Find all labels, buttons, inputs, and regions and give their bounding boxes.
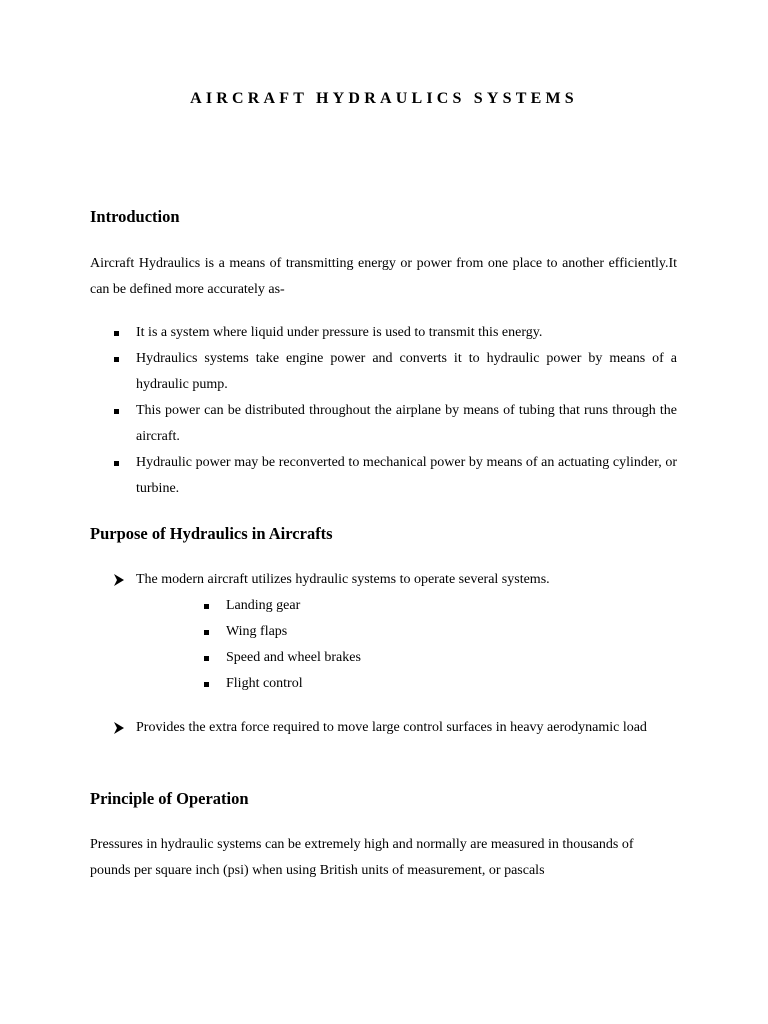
- square-bullet-icon: [114, 331, 119, 336]
- purpose-point: [90, 715, 677, 741]
- square-bullet-icon: [204, 656, 209, 661]
- list-item-text: Hydraulics systems take engine power and converts it to hydraulic power by means of a hydraulic pump.: [136, 351, 677, 392]
- square-bullet-icon: [204, 682, 209, 687]
- square-bullet-icon: [204, 604, 209, 609]
- list-item-text: Landing gear: [226, 598, 301, 613]
- document-title: AIRCRAFT HYDRAULICS SYSTEMS: [190, 90, 578, 107]
- square-bullet-icon: [114, 461, 119, 466]
- square-bullet-icon: [204, 630, 209, 635]
- arrow-bullet-icon: [113, 722, 125, 734]
- purpose-heading: Purpose of Hydraulics in Aircrafts: [90, 524, 333, 543]
- list-item: [226, 645, 361, 671]
- purpose-point-text: The modern aircraft utilizes hydraulic systems to operate several systems.: [136, 572, 550, 587]
- introduction-paragraph: Aircraft Hydraulics is a means of transmitting energy or power from one place to another efficiently.It can be defined more accurately as-: [90, 256, 677, 297]
- square-bullet-icon: [114, 409, 119, 414]
- list-item-text: Wing flaps: [226, 624, 288, 639]
- list-item-text: Speed and wheel brakes: [226, 650, 361, 665]
- list-item-text: Flight control: [226, 676, 303, 691]
- list-item-text: It is a system where liquid under pressure is used to transmit this energy.: [136, 325, 543, 340]
- list-item: [226, 671, 361, 697]
- purpose-point-text: Provides the extra force required to move large control surfaces in heavy aerodynamic load: [136, 720, 647, 735]
- purpose-point: [90, 567, 677, 593]
- arrow-bullet-icon: [113, 574, 125, 586]
- list-item-text: Hydraulic power may be reconverted to mechanical power by means of an actuating cylinder, or turbine.: [136, 455, 677, 496]
- hydraulic-systems-list: [226, 593, 361, 697]
- list-item: [90, 450, 677, 502]
- introduction-heading: Introduction: [90, 207, 180, 226]
- list-item: [226, 619, 361, 645]
- principle-paragraph: Pressures in hydraulic systems can be extremely high and normally are measured in thousands of pounds per square inch (psi) when using British units of measurement, or pascals: [90, 837, 634, 878]
- square-bullet-icon: [114, 357, 119, 362]
- list-item: [90, 320, 677, 346]
- list-item: [226, 593, 361, 619]
- introduction-bullet-list: [90, 320, 677, 502]
- list-item: [90, 346, 677, 398]
- list-item-text: This power can be distributed throughout the airplane by means of tubing that runs through the aircraft.: [136, 403, 677, 444]
- principle-heading: Principle of Operation: [90, 789, 249, 808]
- list-item: [90, 398, 677, 450]
